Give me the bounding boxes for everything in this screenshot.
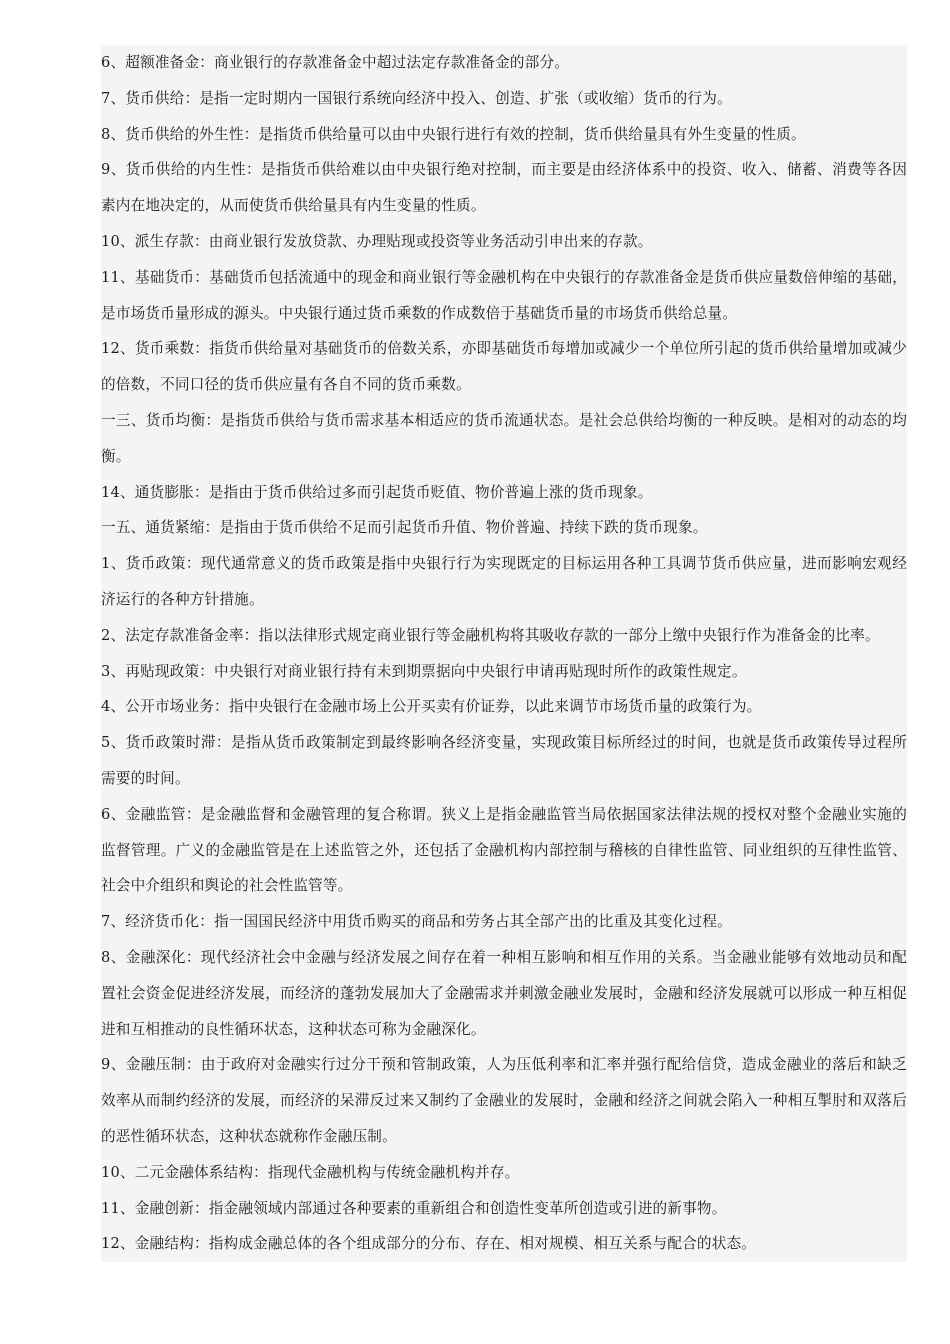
paragraph-reserve-ratio: 2、法定存款准备金率：指以法律形式规定商业银行等金融机构将其吸收存款的一部分上缴中央银行作为准备金的比率。 xyxy=(101,626,880,644)
paragraph-financial-deepening: 8、金融深化：现代经济社会中金融与经济发展之间存在着一种相互影响和相互作用的关系。当金融业能够有效地动员和配置社会资金促进经济发展，而经济的蓬勃发展加大了金融需求并刺激金融业发展时，金融和经济发展就可以形成一种互相促进和互相推动的良性循环状态，这种状态可称为金融深化。 xyxy=(101,948,907,1038)
paragraph-base-money: 11、基础货币：基础货币包括流通中的现金和商业银行等金融机构在中央银行的存款准备金是货币供应量数倍伸缩的基础，是市场货币量形成的源头。中央银行通过货币乘数的作成数倍于基础货币量的市场货币供给总量。 xyxy=(101,268,907,322)
paragraph-financial-supervision: 6、金融监管：是金融监督和金融管理的复合称谓。狭义上是指金融监管当局依据国家法律法规的授权对整个金融业实施的监督管理。广义的金融监管是在上述监管之外，还包括了金融机构内部控制与稽核的自律性监管、同业组织的互律性监管、社会中介组织和舆论的社会性监管等。 xyxy=(101,805,907,895)
paragraph-dual-financial-structure: 10、二元金融体系结构：指现代金融机构与传统金融机构并存。 xyxy=(101,1163,520,1181)
paragraph-open-market: 4、公开市场业务：指中央银行在金融市场上公开买卖有价证券，以此来调节市场货币量的政策行为。 xyxy=(101,698,762,716)
glossary-text-block xyxy=(101,45,907,1262)
paragraph-money-supply: 7、货币供给：是指一定时期内一国银行系统向经济中投入、创造、扩张（或收缩）货币的行为。 xyxy=(101,89,732,107)
paragraph-endogeneity: 9、货币供给的内生性：是指货币供给难以由中央银行绝对控制，而主要是由经济体系中的投资、收入、储蓄、消费等各因素内在地决定的，从而使货币供给量具有内生变量的性质。 xyxy=(101,161,907,215)
paragraph-monetary-policy: 1、货币政策：现代通常意义的货币政策是指中央银行行为实现既定的目标运用各种工具调节货币供应量，进而影响宏观经济运行的各种方针措施。 xyxy=(101,555,907,608)
paragraph-inflation: 14、通货膨胀：是指由于货币供给过多而引起货币贬值、物价普遍上涨的货币现象。 xyxy=(101,483,653,501)
paragraph-monetization: 7、经济货币化：指一国国民经济中用货币购买的商品和劳务占其全部产出的比重及其变化过程。 xyxy=(101,913,732,931)
paragraph-excess-reserves: 6、超额准备金：商业银行的存款准备金中超过法定存款准备金的部分。 xyxy=(101,54,570,71)
paragraph-money-multiplier: 12、货币乘数：指货币供给量对基础货币的倍数关系，亦即基础货币每增加或减少一个单位所引起的货币供给量增加或减少的倍数，不同口径的货币供应量有各自不同的货币乘数。 xyxy=(101,340,907,394)
paragraph-rediscount-policy: 3、再贴现政策：中央银行对商业银行持有未到期票据向中央银行申请再贴现时所作的政策性规定。 xyxy=(101,662,747,680)
paragraph-exogeneity: 8、货币供给的外生性：是指货币供给量可以由中央银行进行有效的控制，货币供给量具有外生变量的性质。 xyxy=(101,125,806,143)
paragraph-monetary-equilibrium: 一三、货币均衡：是指货币供给与货币需求基本相适应的货币流通状态。是社会总供给均衡的一种反映。是相对的动态的均衡。 xyxy=(101,411,907,465)
paragraph-derivative-deposit: 10、派生存款：由商业银行发放贷款、办理贴现或投资等业务活动引申出来的存款。 xyxy=(101,232,653,250)
paragraph-financial-repression: 9、金融压制：由于政府对金融实行过分干预和管制政策，人为压低利率和汇率并强行配给信贷，造成金融业的落后和缺乏效率从而制约经济的发展，而经济的呆滞反过来又制约了金融业的发展时，金融和经济之间就会陷入一种相互掣肘和双落后的恶性循环状态，这种状态就称作金融压制。 xyxy=(101,1056,907,1145)
paragraph-financial-innovation: 11、金融创新：指金融领域内部通过各种要素的重新组合和创造性变革所创造或引进的新事物。 xyxy=(101,1199,727,1217)
paragraph-deflation: 一五、通货紧缩：是指由于货币供给不足而引起货币升值、物价普遍、持续下跌的货币现象。 xyxy=(101,519,708,537)
paragraph-financial-structure: 12、金融结构：指构成金融总体的各个组成部分的分布、存在、相对规模、相互关系与配合的状态。 xyxy=(101,1235,757,1253)
paragraph-policy-lag: 5、货币政策时滞：是指从货币政策制定到最终影响各经济变量，实现政策目标所经过的时间，也就是货币政策传导过程所需要的时间。 xyxy=(101,734,907,787)
